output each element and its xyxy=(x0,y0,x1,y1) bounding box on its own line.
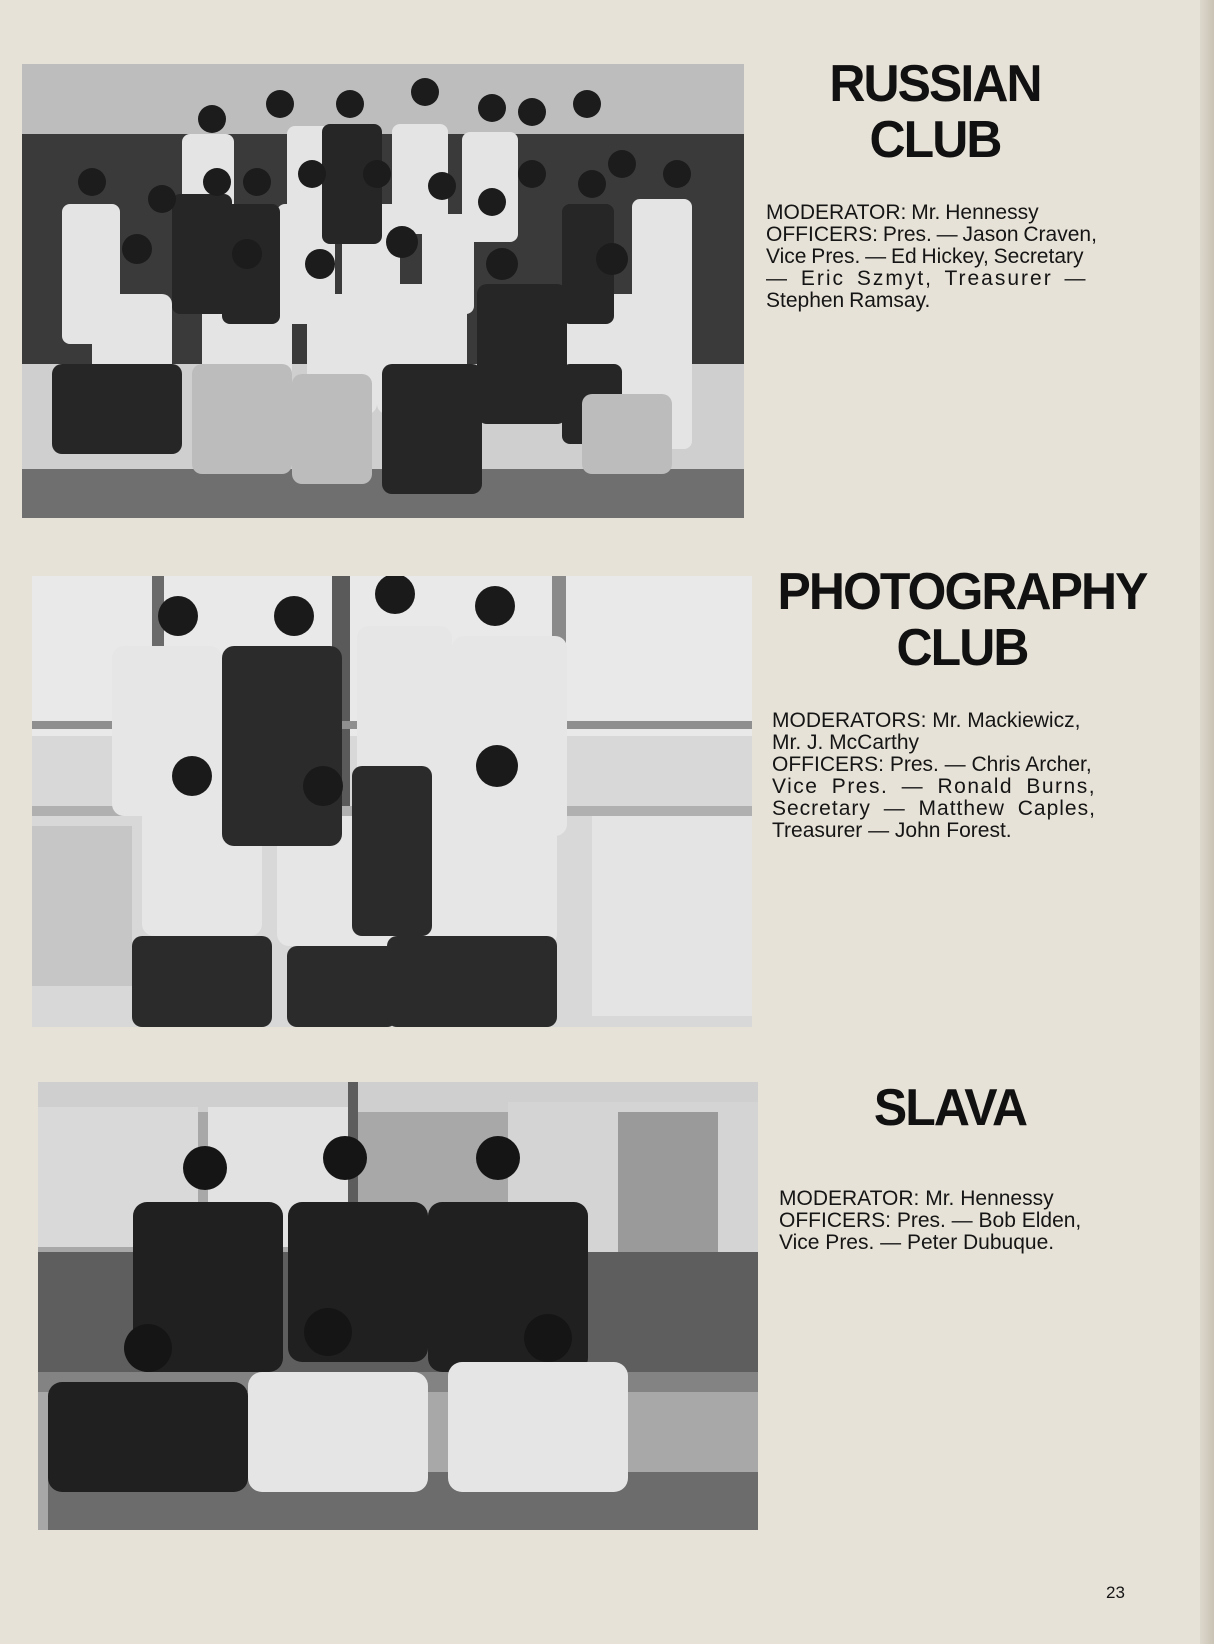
title-line: SLAVA xyxy=(873,1079,1027,1137)
text-line: OFFICERS: Pres. — Jason Craven, xyxy=(766,223,1097,246)
slava-title xyxy=(806,1080,1094,1136)
text-line: Vice Pres. — Ronald Burns, xyxy=(772,775,1097,798)
text-line: Vice Pres. — Peter Dubuque. xyxy=(779,1231,1055,1254)
text-line: OFFICERS: Pres. — Chris Archer, xyxy=(772,753,1092,776)
slava-text xyxy=(779,1188,1081,1254)
title-line: PHOTOGRAPHY xyxy=(777,563,1147,621)
photography-club-photo xyxy=(32,576,752,1027)
title-line: CLUB xyxy=(869,111,1001,169)
russian-club-photo xyxy=(22,64,744,518)
russian-club-text xyxy=(766,202,1097,312)
text-line: Treasurer — John Forest. xyxy=(772,819,1012,842)
russian-club-title xyxy=(757,56,1112,168)
title-line: RUSSIAN xyxy=(829,55,1041,113)
text-line: MODERATORS: Mr. Mackiewicz, xyxy=(772,709,1081,732)
slava-photo xyxy=(38,1082,758,1530)
page-number: 23 xyxy=(1106,1583,1125,1602)
text-line: OFFICERS: Pres. — Bob Elden, xyxy=(779,1209,1082,1232)
text-line: MODERATOR: Mr. Hennessy xyxy=(779,1187,1054,1210)
text-line: Secretary — Matthew Caples, xyxy=(772,797,1096,820)
text-line: MODERATOR: Mr. Hennessy xyxy=(766,201,1039,224)
page-edge xyxy=(1200,0,1214,1644)
text-line: Stephen Ramsay. xyxy=(766,289,931,312)
text-line: Vice Pres. — Ed Hickey, Secretary xyxy=(766,245,1084,268)
photography-club-title xyxy=(751,564,1173,676)
photography-club-text xyxy=(772,710,1096,842)
title-line: CLUB xyxy=(896,619,1028,677)
text-line: — Eric Szmyt, Treasurer — xyxy=(766,267,1088,290)
text-line: Mr. J. McCarthy xyxy=(772,731,920,754)
